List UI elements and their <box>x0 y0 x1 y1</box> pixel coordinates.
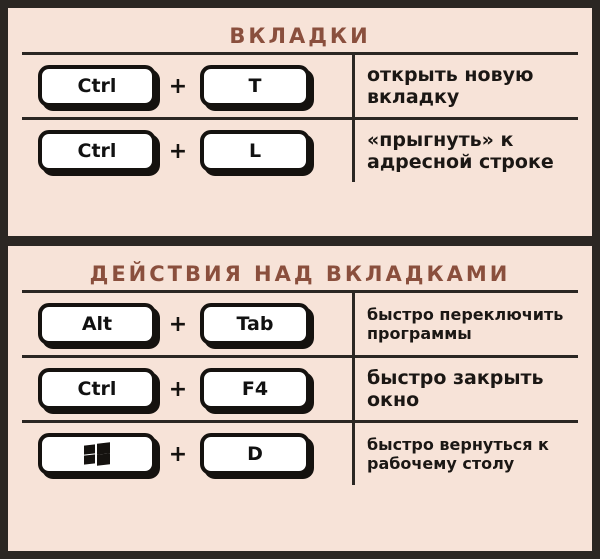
key-cap[interactable]: F4 <box>200 368 310 410</box>
key-cap[interactable]: T <box>200 65 310 107</box>
key-combo <box>22 293 352 355</box>
key-cap[interactable]: Ctrl <box>38 130 156 172</box>
key-cap[interactable]: Ctrl <box>38 368 156 410</box>
shortcut-list-actions <box>8 290 592 485</box>
key-cap[interactable]: Tab <box>200 303 310 345</box>
section-title-actions: ДЕЙСТВИЯ НАД ВКЛАДКАМИ <box>89 262 511 286</box>
key-cap[interactable]: Ctrl <box>38 65 156 107</box>
windows-logo-icon <box>84 442 110 466</box>
shortcut-row <box>22 355 578 420</box>
shortcut-description: быстро закрыть окно <box>352 358 578 420</box>
key-combo <box>22 423 352 485</box>
section-actions <box>8 246 592 551</box>
plus-symbol: + <box>168 73 188 99</box>
shortcut-row <box>22 52 578 117</box>
shortcut-description: быстро вернуться к рабочему столу <box>352 423 578 485</box>
shortcut-row <box>22 420 578 485</box>
shortcut-description: «прыгнуть» к адресной строке <box>352 120 578 182</box>
shortcut-list-tabs <box>8 52 592 182</box>
section-tabs <box>8 8 592 236</box>
key-cap[interactable]: L <box>200 130 310 172</box>
plus-symbol: + <box>168 441 188 467</box>
shortcut-description: быстро переключить программы <box>352 293 578 355</box>
plus-symbol: + <box>168 138 188 164</box>
shortcut-row <box>22 117 578 182</box>
key-combo <box>22 55 352 117</box>
key-combo <box>22 358 352 420</box>
plus-symbol: + <box>168 311 188 337</box>
key-combo <box>22 120 352 182</box>
section-title-tabs: ВКЛАДКИ <box>229 24 371 48</box>
key-cap-windows[interactable] <box>38 433 156 475</box>
key-cap[interactable]: Alt <box>38 303 156 345</box>
shortcut-description: открыть новую вкладку <box>352 55 578 117</box>
key-cap[interactable]: D <box>200 433 310 475</box>
shortcut-row <box>22 290 578 355</box>
plus-symbol: + <box>168 376 188 402</box>
